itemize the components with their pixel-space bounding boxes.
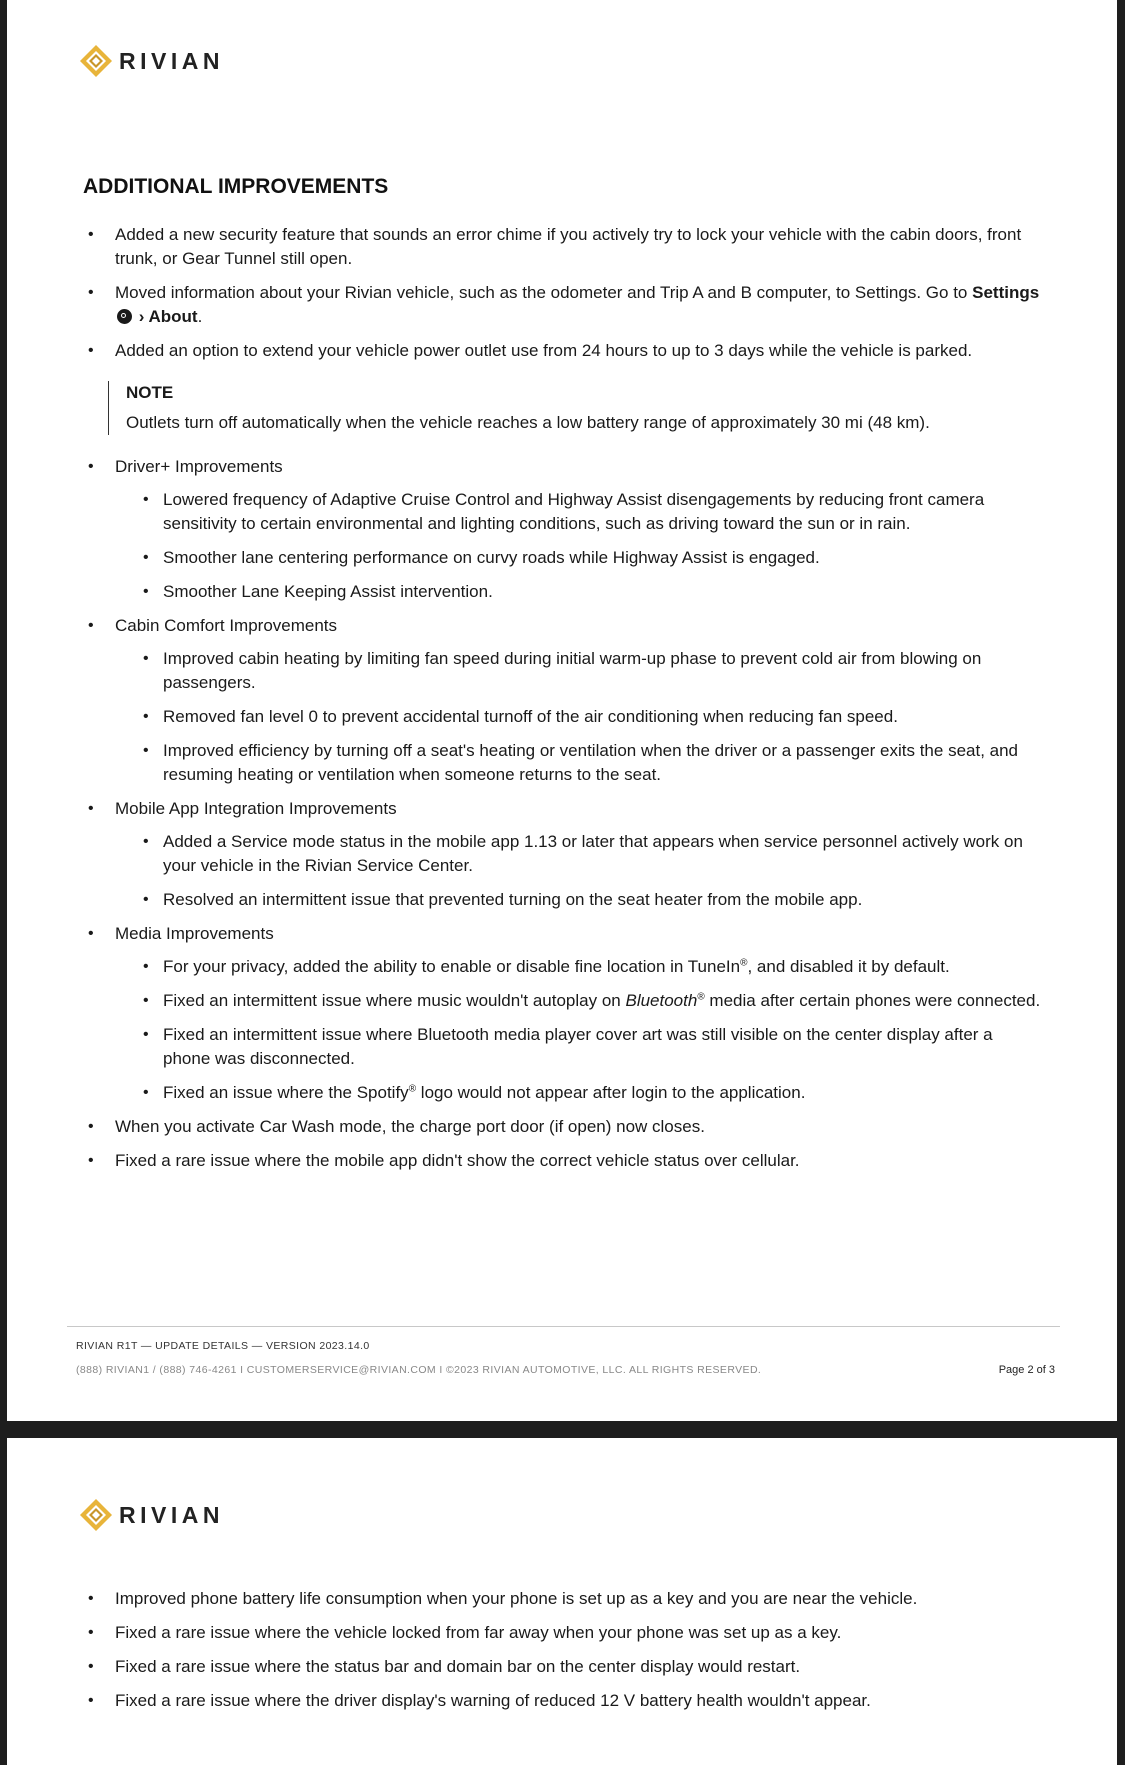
group-title: Media Improvements — [115, 924, 274, 943]
note-text: Outlets turn off automatically when the vehicle reaches a low battery range of approximately 30 mi (48 km). — [126, 413, 930, 432]
sub-list-item: • Improved efficiency by turning off a seat's heating or ventilation when the driver or a passenger exits the seat, and resuming heating or ventilation when someone returns to the seat. — [139, 739, 1043, 787]
item-text: Fixed an issue where the Spotify — [163, 1083, 409, 1102]
document-page — [7, 0, 1117, 1421]
footer-contact: (888) RIVIAN1 / (888) 746-4261 I CUSTOMERSERVICE@RIVIAN.COM I ©2023 RIVIAN AUTOMOTIVE, LLC. ALL RIGHTS RESERVED. — [76, 1364, 762, 1376]
sub-list-item — [139, 989, 1043, 1013]
sub-list-item: • Smoother lane centering performance on curvy roads while Highway Assist is engaged. — [139, 546, 1043, 570]
registered-mark: ® — [697, 991, 705, 1003]
rivian-compass-icon — [79, 44, 113, 78]
page-number: Page 2 of 3 — [998, 1364, 1055, 1376]
footer-divider — [67, 1326, 1060, 1327]
rivian-logo — [79, 44, 224, 78]
about-label: › About — [138, 307, 198, 326]
sub-list — [115, 647, 1043, 787]
group-title: Driver+ Improvements — [115, 457, 283, 476]
settings-gear-icon — [117, 309, 132, 324]
logo-wordmark: RIVIAN — [119, 1501, 224, 1528]
registered-mark: ® — [408, 1083, 417, 1095]
document-page — [7, 1438, 1117, 1765]
sub-list-item: • Removed fan level 0 to prevent accidental turnoff of the air conditioning when reducing fan speed. — [139, 705, 1043, 729]
sub-list-item — [139, 1081, 1043, 1105]
item-text-end: . — [197, 307, 203, 326]
list-item-media — [83, 922, 1043, 1105]
item-text: Fixed an intermittent issue where music wouldn't autoplay on — [163, 991, 626, 1010]
list-item: • Fixed a rare issue where the driver display's warning of reduced 12 V battery health wouldn't appear. — [83, 1689, 1043, 1713]
item-text: Moved information about your Rivian vehicle, such as the odometer and Trip A and B computer, to Settings. Go to — [115, 283, 968, 302]
footer-row — [76, 1364, 1055, 1376]
list-item — [83, 281, 1043, 329]
list-item: • Improved phone battery life consumption when your phone is set up as a key and you are near the vehicle. — [83, 1587, 1043, 1611]
sub-list — [115, 955, 1043, 1105]
list-item: • Fixed a rare issue where the mobile app didn't show the correct vehicle status over cellular. — [83, 1149, 1043, 1173]
note-box — [108, 381, 1043, 435]
bluetooth-term: Bluetooth — [625, 991, 698, 1010]
release-notes-list — [83, 1587, 1043, 1723]
list-item: • Added an option to extend your vehicle power outlet use from 24 hours to up to 3 days while the vehicle is parked. — [83, 339, 1043, 363]
sub-list-item: • Lowered frequency of Adaptive Cruise Control and Highway Assist disengagements by reducing front camera sensitivity to certain environmental and lighting conditions, such as driving toward the sun or in rain. — [139, 488, 1043, 536]
rivian-logo — [79, 1498, 224, 1532]
sub-list-item: • Smoother Lane Keeping Assist intervention. — [139, 580, 1043, 604]
list-item-mobile — [83, 797, 1043, 912]
list-item-cabin — [83, 614, 1043, 787]
logo-wordmark: RIVIAN — [119, 47, 224, 74]
rivian-compass-icon — [79, 1498, 113, 1532]
release-notes-list — [83, 223, 1043, 1183]
settings-label: Settings — [972, 283, 1040, 302]
list-item: • Added a new security feature that sounds an error chime if you actively try to lock your vehicle with the cabin doors, front trunk, or Gear Tunnel still open. — [83, 223, 1043, 271]
item-text: logo would not appear after login to the application. — [416, 1083, 806, 1102]
group-title: Mobile App Integration Improvements — [115, 799, 397, 818]
list-item-driver — [83, 455, 1043, 604]
item-text: For your privacy, added the ability to enable or disable fine location in TuneIn — [163, 957, 741, 976]
page-footer — [67, 1326, 1060, 1376]
section-title: ADDITIONAL IMPROVEMENTS — [83, 175, 389, 198]
sub-list-item: • Added a Service mode status in the mobile app 1.13 or later that appears when service personnel actively work on your vehicle in the Rivian Service Center. — [139, 830, 1043, 878]
footer-title: RIVIAN R1T — UPDATE DETAILS — VERSION 2023.14.0 — [76, 1340, 370, 1352]
sub-list — [115, 830, 1043, 912]
group-title: Cabin Comfort Improvements — [115, 616, 338, 635]
list-item: • Fixed a rare issue where the status bar and domain bar on the center display would restart. — [83, 1655, 1043, 1679]
sub-list-item: • Resolved an intermittent issue that prevented turning on the seat heater from the mobile app. — [139, 888, 1043, 912]
sub-list — [115, 488, 1043, 604]
item-text: , and disabled it by default. — [747, 957, 950, 976]
sub-list-item: • Improved cabin heating by limiting fan speed during initial warm-up phase to prevent cold air from blowing on passengers. — [139, 647, 1043, 695]
sub-list-item — [139, 955, 1043, 979]
item-text: media after certain phones were connected. — [704, 991, 1041, 1010]
sub-list-item: • Fixed an intermittent issue where Bluetooth media player cover art was still visible on the center display after a phone was disconnected. — [139, 1023, 1043, 1071]
list-item: • Fixed a rare issue where the vehicle locked from far away when your phone was set up as a key. — [83, 1621, 1043, 1645]
note-title: NOTE — [126, 383, 174, 402]
list-item: • When you activate Car Wash mode, the charge port door (if open) now closes. — [83, 1115, 1043, 1139]
registered-mark: ® — [740, 957, 748, 969]
